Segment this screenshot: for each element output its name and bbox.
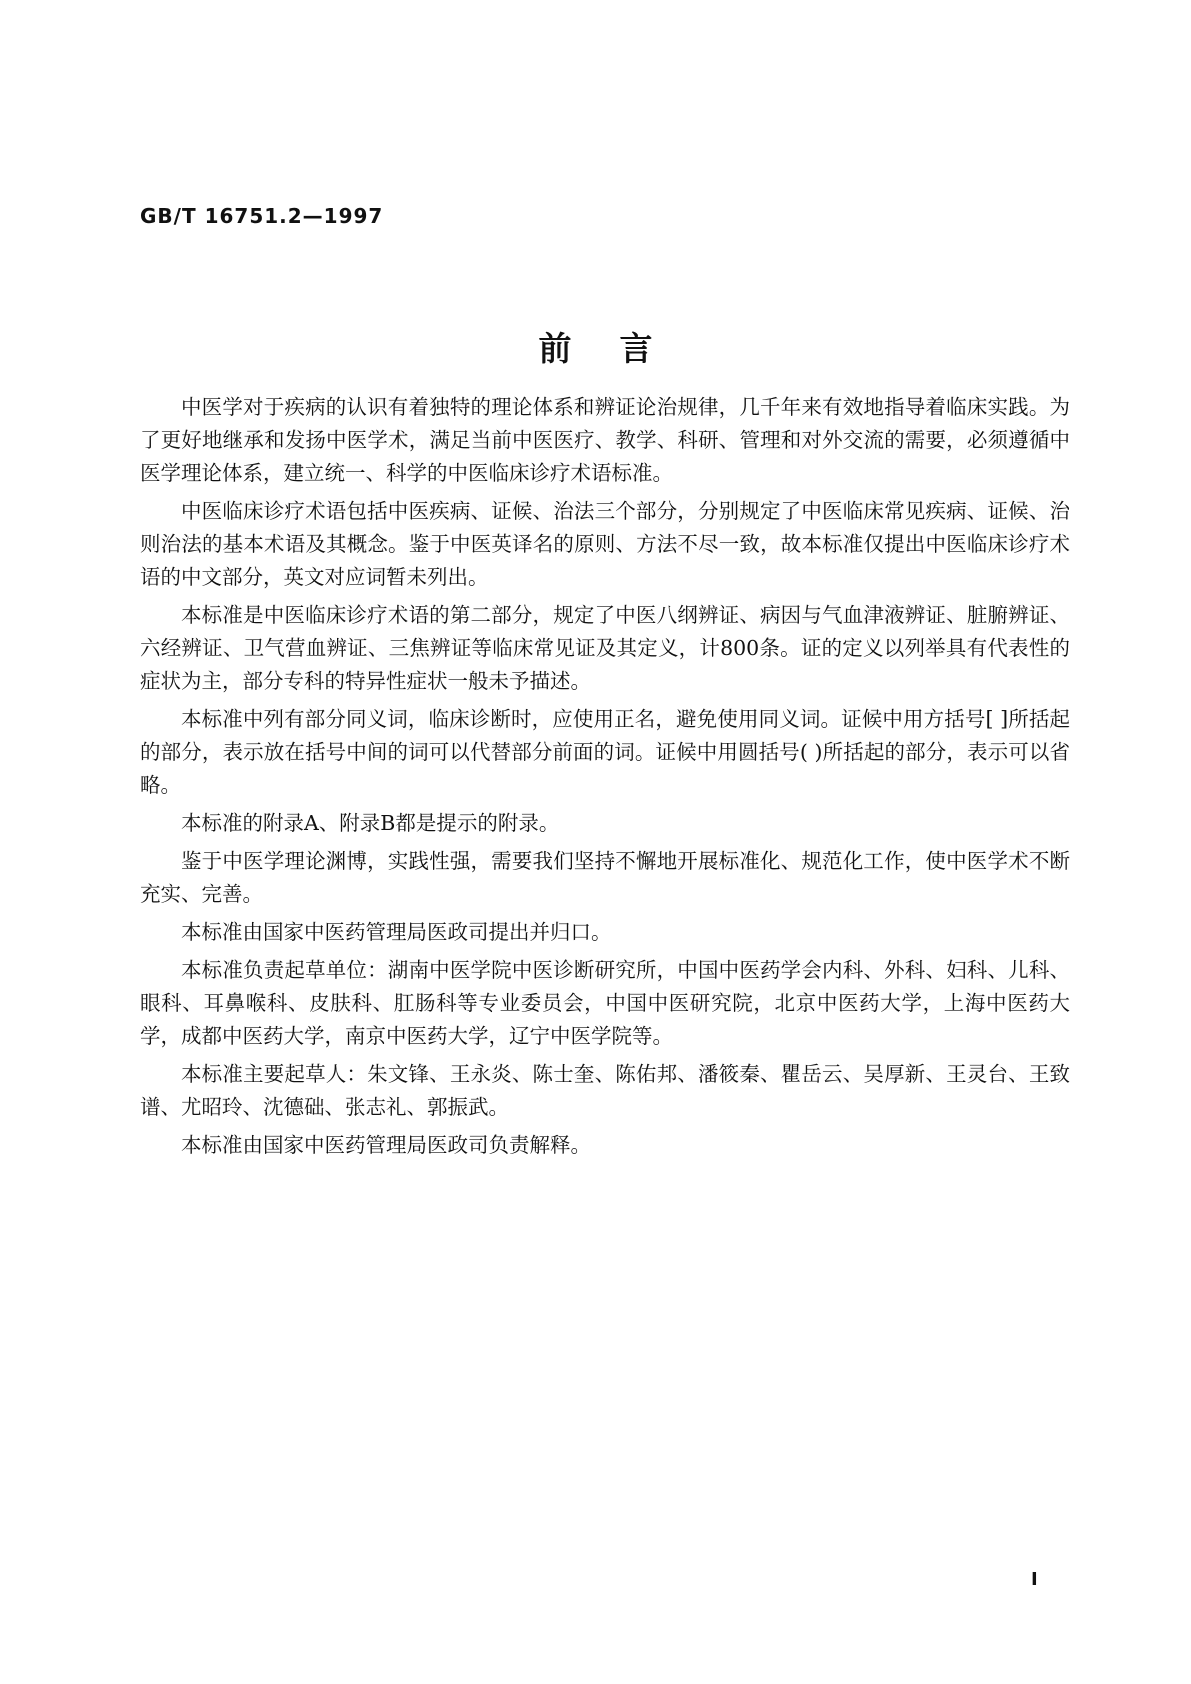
standard-code: GB/T 16751.2—1997 — [140, 204, 384, 228]
page-title: 前言 — [538, 329, 701, 368]
paragraph-proposer: 本标准由国家中医药管理局医政司提出并归口。 — [181, 920, 612, 944]
paragraph-drafting-units: 本标准负责起草单位：湖南中医学院中医诊断研究所，中国中医药学会内科、外科、妇科、儿科、眼科、耳鼻喉科、皮肤科、肛肠科等专业委员会，中国中医研究院，北京中医药大学，上海中医药大学，成都中医药大学，南京中医药大学，辽宁中医学院等。 — [140, 958, 1070, 1048]
paragraph-content: 本标准是中医临床诊疗术语的第二部分，规定了中医八纲辨证、病因与气血津液辨证、脏腑辨证、六经辨证、卫气营血辨证、三焦辨证等临床常见证及其定义，计800条。证的定义以列举具有代表性的症状为主，部分专科的特异性症状一般未予描述。 — [140, 603, 1070, 693]
paragraph-appendix: 本标准的附录A、附录B都是提示的附录。 — [181, 811, 560, 835]
page-number: I — [1031, 1569, 1038, 1590]
paragraph-drafters: 本标准主要起草人：朱文锋、王永炎、陈士奎、陈佑邦、潘筱秦、瞿岳云、吴厚新、王灵台、王致谱、尤昭玲、沈德础、张志礼、郭振武。 — [140, 1062, 1070, 1119]
paragraph-interpretation: 本标准由国家中医药管理局医政司负责解释。 — [181, 1133, 591, 1157]
foreword-body — [140, 391, 1070, 1167]
paragraph-purpose: 中医学对于疾病的认识有着独特的理论体系和辨证论治规律，几千年来有效地指导着临床实践。为了更好地继承和发扬中医学术，满足当前中医医疗、教学、科研、管理和对外交流的需要，必须遵循中医学理论体系，建立统一、科学的中医临床诊疗术语标准。 — [140, 395, 1070, 485]
paragraph-standardization: 鉴于中医学理论渊博，实践性强，需要我们坚持不懈地开展标准化、规范化工作，使中医学术不断充实、完善。 — [140, 849, 1070, 906]
paragraph-synonyms: 本标准中列有部分同义词，临床诊断时，应使用正名，避免使用同义词。证候中用方括号[ ]所括起的部分，表示放在括号中间的词可以代替部分前面的词。证候中用圆括号( )所括起的部分，表示可以省略。 — [140, 707, 1070, 797]
paragraph-scope: 中医临床诊疗术语包括中医疾病、证候、治法三个部分，分别规定了中医临床常见疾病、证候、治则治法的基本术语及其概念。鉴于中医英译名的原则、方法不尽一致，故本标准仅提出中医临床诊疗术语的中文部分，英文对应词暂未列出。 — [140, 499, 1070, 589]
